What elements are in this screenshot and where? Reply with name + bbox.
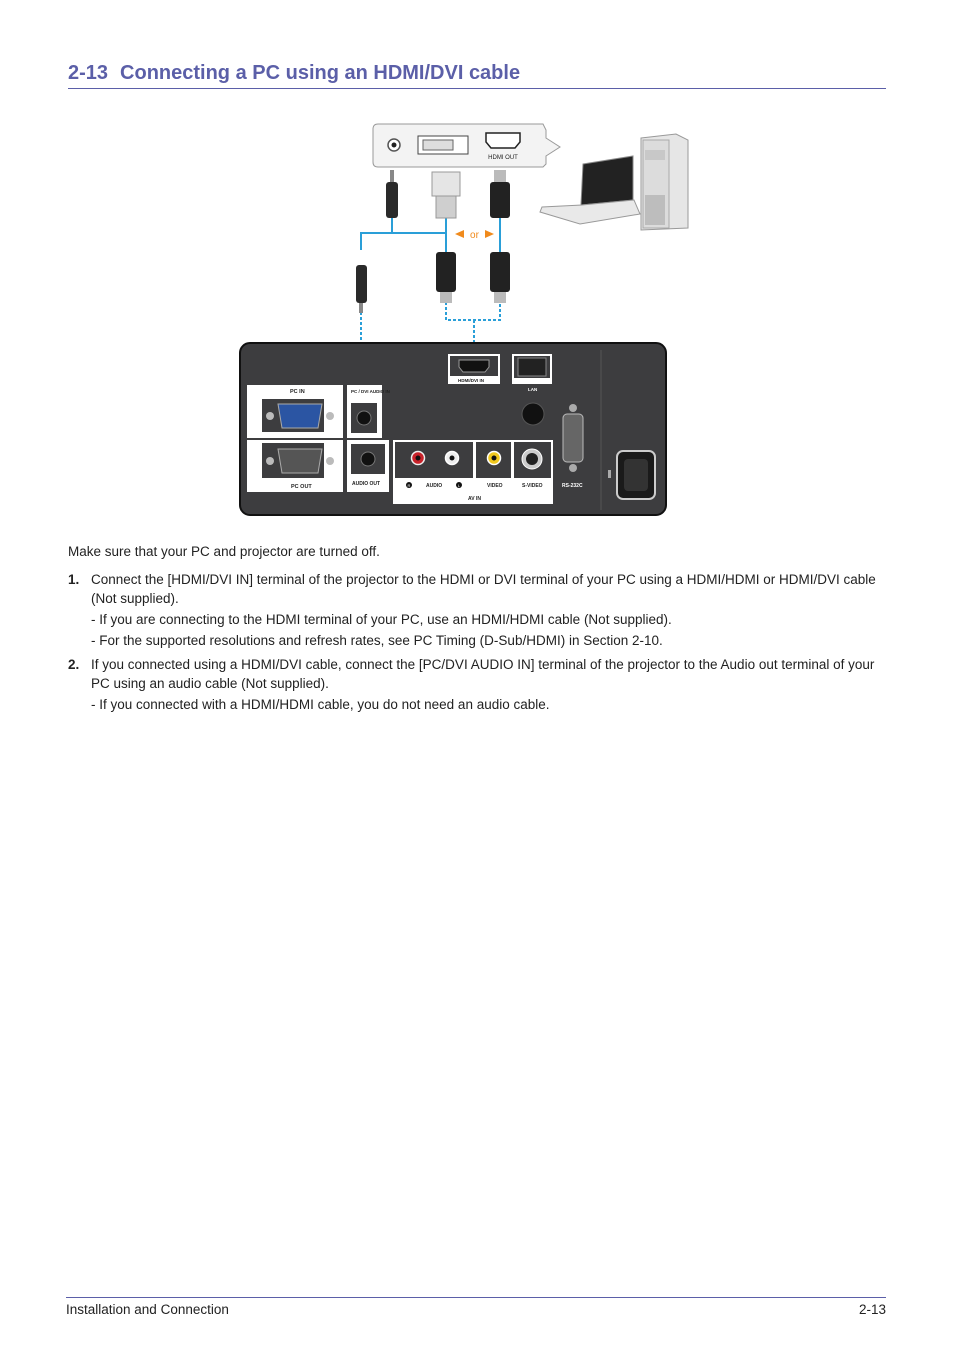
audio-in-jack-icon <box>357 411 371 425</box>
connection-diagram <box>0 0 954 540</box>
rs232c-label: RS-232C <box>562 483 583 489</box>
audio-out-label: AUDIO OUT <box>352 481 381 487</box>
page-footer <box>66 1297 886 1317</box>
lan-port-icon <box>518 358 546 376</box>
footer-chapter: Installation and Connection <box>66 1302 229 1317</box>
hdmi-plug-lower-right-icon <box>490 252 510 303</box>
audio-plug-icon <box>386 170 398 218</box>
step-1 <box>68 570 888 650</box>
step-note: - If you connected with a HDMI/HDMI cable, you do not need an audio cable. <box>91 697 550 712</box>
rs232c-port-icon <box>563 414 583 462</box>
step-number: 2. <box>68 657 80 672</box>
step-note: - If you are connecting to the HDMI terminal of your PC, use an HDMI/HDMI cable (Not supplied). <box>91 612 672 627</box>
audio-out-jack-icon <box>361 452 375 466</box>
pc-hdmi-out-label: HDMI OUT <box>488 155 518 161</box>
hdmi-dvi-in-label: HDMI/DVI IN <box>458 378 485 383</box>
cable-lines <box>361 218 500 352</box>
audio-label: AUDIO <box>426 483 443 489</box>
section-title: Connecting a PC using an HDMI/DVI cable <box>120 62 521 84</box>
or-indicator <box>455 230 494 241</box>
intro-text: Make sure that your PC and projector are turned off. <box>68 544 380 559</box>
pc-out-label: PC OUT <box>291 484 312 490</box>
page-number: 2-13 <box>858 1302 886 1317</box>
pc-hdmi-port-icon <box>486 133 520 148</box>
pc-in-label: PC IN <box>290 389 305 395</box>
hdmi-dvi-in-port-icon <box>459 360 489 372</box>
hdmi-plug-icon <box>490 170 510 218</box>
laptop-icon <box>540 156 640 224</box>
step-2 <box>68 655 888 714</box>
instruction-list <box>68 570 888 719</box>
pc-dvi-audio-in-label: PC / DVI AUDIO IN <box>351 389 390 394</box>
audio-plug-lower-icon <box>356 265 367 313</box>
audio-r-label: R <box>407 483 411 488</box>
lan-label: LAN <box>528 387 538 392</box>
pc-dvi-port-icon <box>418 136 468 154</box>
audio-l-label: L <box>457 483 461 488</box>
step-text: If you connected using a HDMI/DVI cable, connect the [PC/DVI AUDIO IN] terminal of the projector to the Audio out terminal of your PC using an audio cable (Not supplied). <box>91 657 875 691</box>
section-number: 2-13 <box>68 62 109 84</box>
desktop-tower-icon <box>641 134 688 230</box>
s-video-label: S-VIDEO <box>522 483 543 489</box>
video-label: VIDEO <box>487 483 503 489</box>
dvi-plug-icon <box>432 172 460 218</box>
step-note: - For the supported resolutions and refresh rates, see PC Timing (D-Sub/HDMI) in Section 2-10. <box>91 633 663 648</box>
step-number: 1. <box>68 572 80 587</box>
pc-in-port-icon <box>278 404 322 428</box>
av-in-label: AV IN <box>468 496 481 502</box>
or-label: or <box>470 230 479 241</box>
projector-back-panel <box>240 343 666 515</box>
pc-back-panel <box>373 124 560 167</box>
step-text: Connect the [HDMI/DVI IN] terminal of the projector to the HDMI or DVI terminal of your PC using a HDMI/HDMI or HDMI/DVI cable (Not supplied). <box>91 572 876 606</box>
blank-port-icon <box>522 403 544 425</box>
hdmi-plug-lower-left-icon <box>436 252 456 303</box>
pc-out-port-icon <box>278 449 322 473</box>
